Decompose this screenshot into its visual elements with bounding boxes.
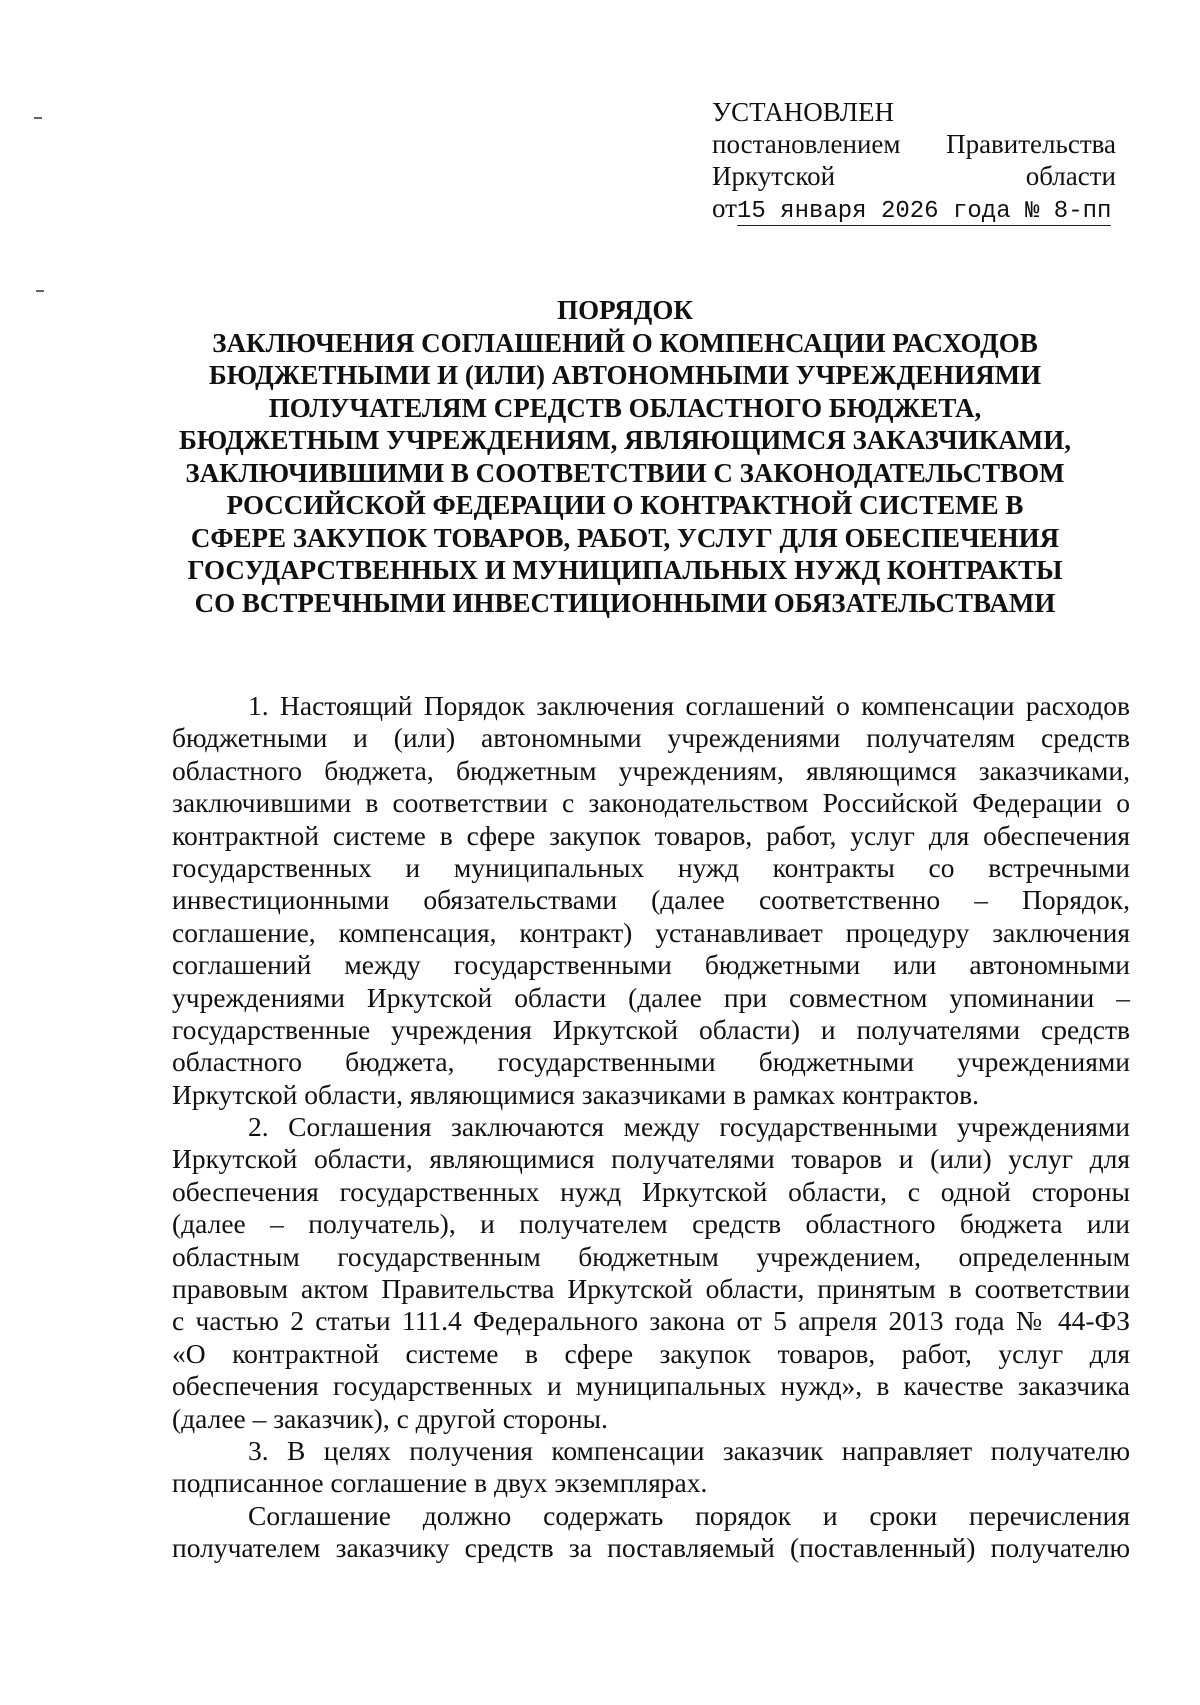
body-line: 1. Настоящий Порядок заключения соглашений о компенсации расходов <box>248 690 1130 721</box>
body-line: обеспечения государственных и муниципальных нужд», в качестве заказчика <box>172 1370 1130 1402</box>
title-line: СФЕРЕ ЗАКУПОК ТОВАРОВ, РАБОТ, УСЛУГ ДЛЯ ОБЕСПЕЧЕНИЯ <box>190 522 1060 553</box>
body-line: подписанное соглашение в двух экземплярах. <box>172 1467 708 1499</box>
body-line: областного бюджета, государственными бюджетными учреждениями <box>172 1046 1130 1078</box>
approval-date-line <box>712 192 1116 228</box>
body-line: государственные учреждения Иркутской области) и получателями средств <box>172 1013 1130 1045</box>
approval-line-3-left: Иркутской <box>712 161 836 191</box>
body-line: (далее – получатель), и получателем средств областного бюджета или <box>172 1208 1130 1240</box>
title-line: ЗАКЛЮЧИВШИМИ В СООТВЕТСТВИИ С ЗАКОНОДАТЕЛЬСТВОМ <box>185 457 1065 488</box>
title-line: БЮДЖЕТНЫМ УЧРЕЖДЕНИЯМ, ЯВЛЯЮЩИМСЯ ЗАКАЗЧИКАМИ, <box>178 425 1072 455</box>
approval-line-2-left: постановлением <box>712 129 901 159</box>
body-line: заключившими в соответствии с законодательством Российской Федерации о <box>172 787 1130 819</box>
body-line: 3. В целях получения компенсации заказчик направляет получателю <box>248 1434 1130 1466</box>
body-line: Иркутской области, являющимися получателями товаров и (или) услуг для <box>172 1143 1130 1175</box>
title-line: ГОСУДАРСТВЕННЫХ И МУНИЦИПАЛЬНЫХ НУЖД КОНТРАКТЫ <box>187 555 1063 585</box>
body-line: Соглашение должно содержать порядок и сроки перечисления <box>248 1499 1130 1531</box>
title-line: РОССИЙСКОЙ ФЕДЕРАЦИИ О КОНТРАКТНОЙ СИСТЕМЕ В <box>226 490 1024 520</box>
body-line: областного бюджета, бюджетным учреждениям, являющимся заказчиками, <box>172 754 1130 786</box>
approval-line-1: УСТАНОВЛЕН <box>712 97 895 127</box>
body-line: 2. Соглашения заключаются между государственными учреждениями <box>248 1111 1130 1143</box>
body-line: государственных и муниципальных нужд контракты со встречными <box>172 851 1130 883</box>
body-line: областным государственным бюджетным учреждением, определенным <box>172 1240 1130 1272</box>
body-line: (далее – заказчик), с другой стороны. <box>172 1402 608 1434</box>
body-line: контрактной системе в сфере закупок товаров, работ, услуг для обеспечения <box>172 819 1130 851</box>
body-line: получателем заказчику средств за поставляемый (поставленный) получателю <box>172 1532 1130 1564</box>
approval-line-2 <box>712 128 1116 160</box>
body-line: соглашений между государственными бюджетными или автономными <box>172 949 1130 981</box>
title-line: СО ВСТРЕЧНЫМИ ИНВЕСТИЦИОННЫМИ ОБЯЗАТЕЛЬСТВАМИ <box>194 587 1056 618</box>
approval-block <box>712 96 1116 228</box>
document-title <box>160 294 1090 619</box>
body-line: с частью 2 статьи 111.4 Федерального закона от 5 апреля 2013 года № 44-ФЗ <box>172 1305 1130 1337</box>
approval-line-3-right: области <box>1025 161 1116 191</box>
scan-mark <box>36 290 44 292</box>
body-line: учреждениями Иркутской области (далее при совместном упоминании – <box>172 981 1130 1013</box>
title-line: ЗАКЛЮЧЕНИЯ СОГЛАШЕНИЙ О КОМПЕНСАЦИИ РАСХОДОВ <box>212 327 1038 358</box>
title-line: ПОЛУЧАТЕЛЯМ СРЕДСТВ ОБЛАСТНОГО БЮДЖЕТА, <box>268 392 982 423</box>
body-line: соглашение, компенсация, контракт) устанавливает процедуру заключения <box>172 916 1130 948</box>
approval-date-prefix: от <box>712 193 737 223</box>
title-heading: ПОРЯДОК <box>557 295 693 325</box>
approval-line-2-right: Правительства <box>946 129 1116 159</box>
title-line: БЮДЖЕТНЫМИ И (ИЛИ) АВТОНОМНЫМИ УЧРЕЖДЕНИЯМИ <box>208 360 1042 390</box>
body-line: правовым актом Правительства Иркутской области, принятым в соответствии <box>172 1273 1130 1305</box>
body-line: инвестиционными обязательствами (далее соответственно – Порядок, <box>172 884 1130 916</box>
body-line: бюджетными и (или) автономными учреждениями получателям средств <box>172 722 1130 754</box>
body-line: «О контрактной системе в сфере закупок товаров, работ, услуг для <box>172 1337 1130 1369</box>
body-line: обеспечения государственных нужд Иркутской области, с одной стороны <box>172 1175 1130 1207</box>
scan-mark <box>34 117 42 119</box>
approval-line-3 <box>712 160 1116 192</box>
body-line: Иркутской области, являющимися заказчиками в рамках контрактов. <box>172 1078 980 1110</box>
approval-date-value: 15 января 2026 года № 8-пп <box>736 198 1112 225</box>
document-body <box>172 690 1130 1565</box>
